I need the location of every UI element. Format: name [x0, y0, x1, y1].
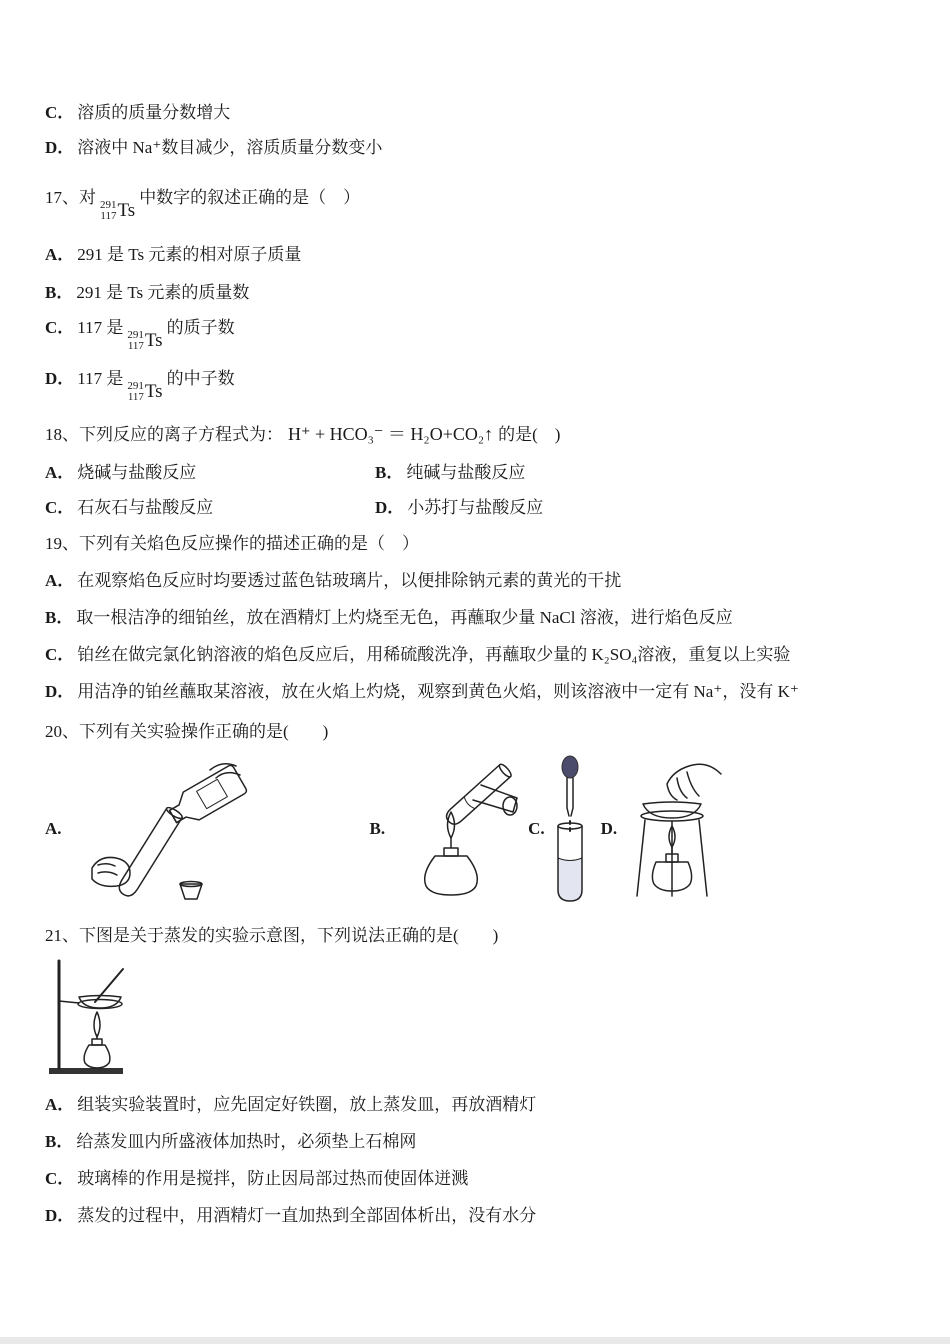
nuclide-numbers — [100, 200, 117, 222]
prev-option-c — [45, 102, 905, 124]
q19-option-c — [45, 644, 905, 666]
q18-stem-prefix: 18、下列反应的离子方程式为： — [45, 425, 283, 444]
q18-stem-suffix: 的是( ) — [498, 425, 561, 444]
ionic-equation: H⁺ + HCO₃⁻ ＝ H₂O+CO₂↑ — [288, 424, 494, 444]
q20-figure-row — [45, 749, 905, 909]
ring-arm — [59, 1001, 79, 1003]
option-label: A． — [45, 245, 75, 264]
option-label: C． — [45, 1169, 75, 1188]
option-label: D． — [375, 498, 405, 517]
option-text: 的中子数 — [166, 369, 235, 388]
q21-option-c — [45, 1168, 905, 1190]
q19-option-a — [45, 570, 905, 592]
q18-options-row-2 — [45, 497, 905, 519]
evaporating-dish-tripod-illustration — [617, 754, 727, 904]
nuclide-291-117-Ts — [127, 381, 162, 403]
option-label: D． — [45, 369, 75, 388]
flame — [448, 812, 455, 838]
option-text: 给蒸发皿内所盛液体加热时，必须垫上石棉网 — [76, 1132, 417, 1151]
atomic-number: 117 — [100, 210, 117, 222]
element-symbol: Ts — [144, 330, 163, 351]
option-text: 溶液中 Na⁺数目减少，溶质质量分数变小 — [77, 138, 383, 157]
q17-option-b — [45, 282, 905, 304]
option-text: 石灰石与盐酸反应 — [77, 498, 214, 517]
evaporating-dish — [643, 802, 701, 818]
option-label: C． — [45, 318, 75, 337]
option-label: D． — [45, 682, 75, 701]
option-label: A． — [45, 571, 75, 590]
q18-option-c — [45, 497, 375, 519]
alcohol-lamp-body — [425, 856, 478, 895]
atomic-number: 117 — [127, 340, 144, 352]
option-text: 291 是 Ts 元素的相对原子质量 — [77, 245, 302, 264]
q17-stem-prefix: 17、对 — [45, 188, 96, 207]
tripod-legs — [637, 820, 707, 896]
option-text: 铂丝在做完氯化钠溶液的焰色反应后，用稀硫酸洗净，再蘸取少量的 K₂SO₄溶液，重复以上实验 — [77, 645, 791, 664]
q18-option-a — [45, 462, 375, 484]
atomic-number: 117 — [127, 391, 144, 403]
option-text: 291 是 Ts 元素的质量数 — [76, 283, 250, 302]
q19-option-d — [45, 681, 905, 703]
option-text: 纯碱与盐酸反应 — [406, 463, 526, 482]
option-label: B． — [45, 608, 74, 627]
flame — [94, 1012, 100, 1037]
q20-label-d: D. — [600, 819, 618, 838]
q17-option-a — [45, 244, 905, 266]
option-text: 玻璃棒的作用是搅拌，防止因局部过热而使固体迸溅 — [77, 1169, 469, 1188]
option-text: 117 是 — [77, 369, 124, 388]
option-text: 溶质的质量分数增大 — [77, 103, 231, 122]
dropper-tube — [567, 778, 573, 816]
question-21-stem: 21、下图是关于蒸发的实验示意图，下列说法正确的是( ) — [45, 926, 499, 945]
q18-option-d — [375, 497, 905, 519]
nuclide-numbers — [127, 330, 144, 352]
q17-stem-suffix: 中数字的叙述正确的是（ ） — [139, 188, 361, 207]
test-tube — [115, 806, 183, 899]
lamp-collar — [444, 838, 458, 856]
element-symbol: Ts — [144, 381, 163, 402]
dropper-illustration — [545, 754, 595, 904]
option-label: A． — [45, 1095, 75, 1114]
option-label: C． — [45, 645, 75, 664]
nuclide-291-117-Ts — [127, 330, 162, 352]
question-19-stem: 19、下列有关焰色反应操作的描述正确的是（ ） — [45, 534, 419, 553]
pouring-liquid-illustration — [62, 754, 252, 904]
question-20-stem: 20、下列有关实验操作正确的是( ) — [45, 722, 329, 741]
lamp-collar — [92, 1035, 102, 1045]
option-text: 在观察焰色反应时均要透过蓝色钴玻璃片，以便排除钠元素的黄光的干扰 — [77, 571, 622, 590]
nuclide-numbers — [127, 381, 144, 403]
option-text: 用洁净的铂丝蘸取某溶液，放在火焰上灼烧，观察到黄色火焰，则该溶液中一定有 Na⁺，没有 K⁺ — [77, 682, 799, 701]
q20-label-c: C. — [528, 819, 545, 838]
option-text: 小苏打与盐酸反应 — [407, 498, 544, 517]
option-text: 组装实验装置时，应先固定好铁圈，放上蒸发皿，再放酒精灯 — [77, 1095, 537, 1114]
option-label: B． — [45, 283, 74, 302]
evaporation-apparatus-illustration — [45, 955, 145, 1080]
mass-number: 291 — [127, 380, 144, 392]
dropper-bulb — [562, 756, 578, 778]
q18-option-b — [375, 462, 905, 484]
test-tube-holder — [473, 785, 517, 812]
q20-label-a: A. — [45, 819, 62, 838]
option-label: A． — [45, 463, 75, 482]
tripod-ring — [641, 811, 703, 821]
option-label: B． — [375, 463, 404, 482]
question-17-stem — [45, 187, 905, 222]
page-bottom-edge — [0, 1337, 950, 1344]
test-tube-liquid — [558, 858, 582, 901]
element-symbol: Ts — [117, 200, 136, 221]
option-text: 117 是 — [77, 318, 124, 337]
mass-number: 291 — [127, 329, 144, 341]
q17-option-d — [45, 368, 905, 403]
mass-number: 291 — [100, 199, 117, 211]
option-label: C． — [45, 498, 75, 517]
option-text: 的质子数 — [166, 318, 235, 337]
q19-option-b — [45, 607, 905, 629]
q20-label-b: B. — [369, 819, 386, 838]
option-label: D． — [45, 1206, 75, 1225]
prev-option-d — [45, 137, 905, 159]
question-18-stem — [45, 423, 905, 446]
q21-option-d — [45, 1205, 905, 1227]
q18-options-row-1 — [45, 462, 905, 484]
option-text: 取一根洁净的细铂丝，放在酒精灯上灼烧至无色，再蘸取少量 NaCl 溶液，进行焰色反应 — [76, 608, 733, 627]
heating-test-tube-illustration — [385, 754, 520, 904]
hand — [667, 764, 721, 800]
left-hand — [92, 857, 130, 886]
option-label: C． — [45, 103, 75, 122]
q21-option-a — [45, 1094, 905, 1116]
q21-option-b — [45, 1131, 905, 1153]
option-text: 蒸发的过程中，用酒精灯一直加热到全部固体析出，没有水分 — [77, 1206, 537, 1225]
alcohol-lamp-body — [84, 1045, 110, 1068]
nuclide-291-117-Ts — [100, 200, 135, 222]
option-label: B． — [45, 1132, 74, 1151]
option-text: 烧碱与盐酸反应 — [77, 463, 197, 482]
option-label: D． — [45, 138, 75, 157]
q17-option-c — [45, 317, 905, 352]
